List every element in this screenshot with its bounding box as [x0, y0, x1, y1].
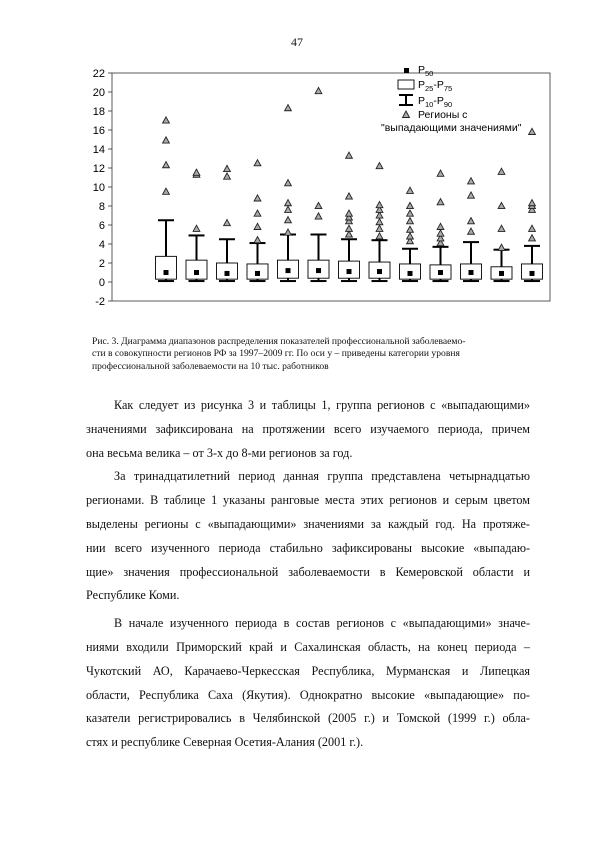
outlier-marker — [315, 87, 322, 93]
paragraph-line: В начале изученного периода в состав регионов с «выпадающими» значе- — [114, 616, 530, 631]
y-tick-label: 4 — [98, 239, 105, 251]
outlier-marker — [529, 225, 536, 231]
outlier-marker — [407, 226, 414, 232]
box-1997 — [156, 117, 177, 281]
outlier-marker — [407, 202, 414, 208]
box-2001 — [278, 105, 299, 281]
paragraph-line: нии всего изученного периода стабильно зафиксированы высокие «выпадаю- — [86, 540, 530, 555]
outlier-marker — [285, 229, 292, 235]
median-marker — [255, 271, 260, 276]
paragraph-line: ниями входили Приморский край и Сахалинская область, на конец периода – — [86, 639, 530, 654]
chart-legend — [381, 64, 522, 134]
outlier-marker — [437, 170, 444, 176]
outlier-marker — [407, 233, 414, 239]
paragraph-line: стях и республике Северная Осетия-Алания (2001 г.). — [86, 735, 364, 750]
outlier-marker — [529, 235, 536, 241]
outlier-marker — [498, 244, 505, 250]
legend-outlier-marker — [403, 111, 410, 118]
paragraph-line: области, Республика Саха (Якутия). Однократно высокие «выпадающие» по- — [86, 687, 530, 702]
outlier-marker — [285, 217, 292, 223]
outlier-marker — [254, 195, 261, 201]
median-marker — [347, 269, 352, 274]
median-marker — [499, 271, 504, 276]
outlier-marker — [163, 117, 170, 123]
box-1999 — [217, 165, 238, 281]
y-tick-label: 12 — [92, 163, 105, 175]
legend-median-marker — [404, 68, 409, 73]
outlier-marker — [376, 201, 383, 207]
y-tick-label: 14 — [92, 144, 105, 156]
outlier-marker — [468, 178, 475, 184]
legend-box-label: $P_{25}-P_{75}$ — [418, 79, 453, 93]
outlier-marker — [346, 210, 353, 216]
box-2008 — [491, 168, 512, 281]
caption-line: Рис. 3. Диаграмма диапазонов распределения показателей профессиональной заболеваемо- — [92, 336, 466, 347]
median-marker — [316, 268, 321, 273]
caption-line: сти в совокупности регионов РФ за 1997–2009 гг. По оси у – приведены категории уровня — [92, 348, 460, 360]
legend-whisker-label: $P_{10}-P_{90}$ — [418, 95, 453, 109]
median-marker — [469, 270, 474, 275]
outlier-marker — [468, 228, 475, 234]
outlier-marker — [163, 162, 170, 168]
box-2000 — [247, 160, 268, 281]
box-2007 — [461, 178, 482, 281]
outlier-marker — [346, 152, 353, 158]
outlier-marker — [163, 188, 170, 194]
boxplot-chart — [0, 0, 594, 345]
y-tick-label: 6 — [98, 220, 105, 232]
outlier-marker — [498, 225, 505, 231]
median-marker — [225, 271, 230, 276]
y-tick-label: 8 — [98, 201, 105, 213]
outlier-marker — [254, 210, 261, 216]
paragraph-line: щие» значения профессиональной заболеваемости в Кемеровской области и — [86, 564, 530, 579]
y-tick-label: 16 — [92, 125, 105, 137]
outlier-marker — [193, 169, 200, 175]
paragraph-line: Как следует из рисунка 3 и таблицы 1, группа регионов с «выпадающими» — [114, 398, 530, 412]
median-marker — [530, 271, 535, 276]
caption-line: профессиональной заболеваемости на 10 тыс. работников — [92, 360, 329, 372]
outlier-marker — [529, 200, 536, 206]
outlier-marker — [193, 225, 200, 231]
outlier-marker — [254, 223, 261, 229]
box-2004 — [369, 163, 390, 282]
median-marker — [194, 270, 199, 275]
outlier-marker — [285, 206, 292, 212]
outlier-marker — [254, 160, 261, 166]
paragraph-line: регионами. В таблице 1 указаны ранговые места этих регионов и серым цветом — [86, 493, 530, 508]
y-tick-label: 10 — [92, 182, 105, 194]
body-text — [86, 394, 530, 755]
paragraph-line: она весьма велика – от 3-х до 8-ми регионов за год. — [86, 445, 353, 460]
box-2003 — [339, 152, 360, 281]
y-tick-label: 0 — [98, 277, 105, 289]
outlier-marker — [346, 193, 353, 199]
median-marker — [408, 271, 413, 276]
legend-outlier-label: "выпадающими значениями" — [381, 122, 522, 134]
legend-median-label: $P_{50}$ — [418, 64, 434, 78]
outlier-marker — [285, 180, 292, 186]
paragraph-line: Республике Коми. — [86, 588, 180, 603]
box-2005 — [400, 187, 421, 281]
outlier-marker — [285, 200, 292, 206]
outlier-marker — [529, 128, 536, 134]
legend-box-marker — [398, 80, 414, 89]
paragraph-line: значениями зафиксирована на протяжении всего изучаемого периода, причем — [86, 421, 530, 436]
outlier-marker — [224, 220, 231, 226]
y-tick-label: 20 — [92, 87, 105, 99]
outlier-marker — [437, 230, 444, 236]
outlier-marker — [346, 225, 353, 231]
box-2002 — [308, 87, 329, 281]
outlier-marker — [437, 223, 444, 229]
paragraph-line: выделены регионы с «выпадающими» значениями за каждый год. На протяже- — [86, 516, 530, 531]
outlier-marker — [254, 237, 261, 243]
outlier-marker — [437, 199, 444, 205]
figure-caption — [92, 336, 530, 373]
median-marker — [286, 268, 291, 273]
outlier-marker — [376, 225, 383, 231]
paragraph-line: За тринадцатилетний период данная группа представлена четырнадцатью — [114, 469, 530, 484]
outlier-marker — [498, 202, 505, 208]
outlier-marker — [376, 233, 383, 239]
y-tick-label: 18 — [92, 106, 105, 118]
paragraph-line: казатели регистрировались в Челябинской (2005 г.) и Томской (1999 г.) обла- — [86, 711, 530, 726]
y-tick-label: 22 — [92, 68, 105, 80]
outlier-marker — [498, 168, 505, 174]
outlier-marker — [407, 218, 414, 224]
outlier-marker — [315, 213, 322, 219]
outlier-marker — [468, 218, 475, 224]
legend-outlier-label: Регионы с — [418, 109, 468, 121]
outlier-marker — [163, 137, 170, 143]
y-tick-label: 2 — [98, 258, 105, 270]
box-2006 — [430, 170, 451, 281]
outlier-marker — [376, 163, 383, 169]
box-1998 — [186, 169, 207, 281]
outlier-marker — [468, 192, 475, 198]
box-2009 — [522, 128, 543, 281]
paragraph-line: Чукотский АО, Карачаево-Черкесская Республика, Мурманская и Липецкая — [86, 663, 530, 678]
outlier-marker — [407, 187, 414, 193]
plot-frame — [112, 73, 550, 301]
outlier-marker — [224, 173, 231, 179]
outlier-marker — [376, 219, 383, 225]
box-p25-p75 — [156, 256, 177, 279]
outlier-marker — [224, 165, 231, 171]
median-marker — [164, 270, 169, 275]
box-p25-p75 — [186, 260, 207, 279]
outlier-marker — [285, 105, 292, 111]
y-tick-label: -2 — [95, 296, 105, 308]
median-marker — [377, 269, 382, 274]
page-number: 47 — [291, 35, 303, 49]
outlier-marker — [407, 210, 414, 216]
outlier-marker — [315, 202, 322, 208]
median-marker — [438, 270, 443, 275]
